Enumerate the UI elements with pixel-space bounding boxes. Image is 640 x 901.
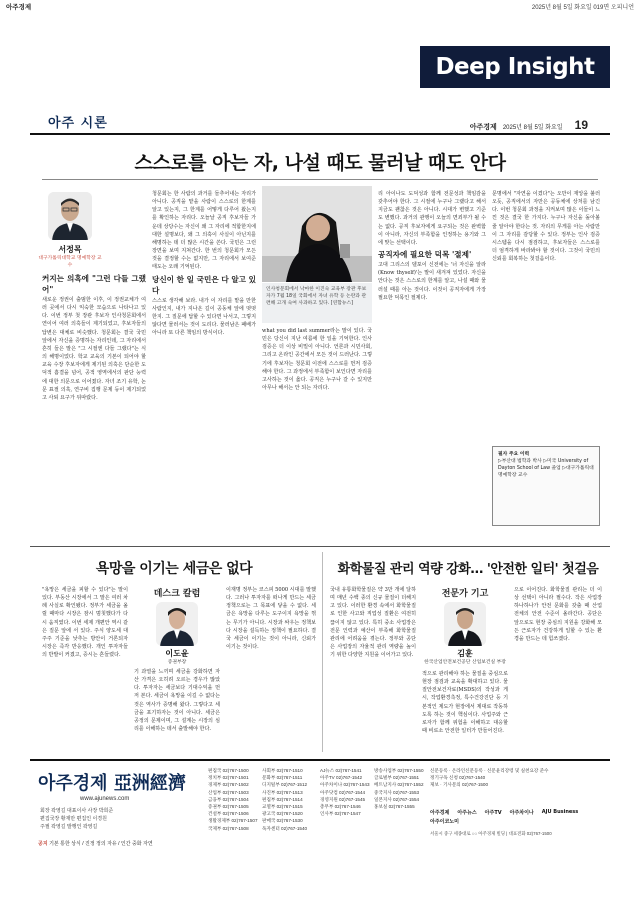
desk-author-title: 증권부장 [167, 660, 187, 665]
column-2-text-2: 스스로 생각해 보라. 내가 이 자리를 맡을 만한 사람인지, 내가 지나온 길이 공동체 앞에 떳떳한지. 그 질문에 답할 수 있다면 나서고, 그렇지 않다면 물러서는 것이 도리다. 물러남은 패배가 아니라 또 다른 책임의 방식이다. [152, 297, 256, 337]
bottom-left-col3-text: 이재명 정부는 코스피 5000 시대를 말했다. 그러나 투자자를 떠나게 만드는 세금 정책으로는 그 목표에 닿을 수 없다. 세금은 욕망을 다루는 도구이지 욕망을 꺾는 무기가 아니다. 시장과 싸우는 정책보다 시장을 설득하는 정책이 필요하다. 결국 세금이 이기는 것이 아니라, 신뢰가 이기는 것이다. [226, 587, 316, 651]
footer-staff [40, 807, 113, 831]
dept-entry: 아주닷컴 02)767-1544 [320, 789, 366, 795]
header-rule [30, 133, 610, 135]
footer [30, 759, 610, 856]
dept-entry: 디지털부 02)767-1512 [262, 782, 308, 788]
dept-entry: 금융부 02)767-1504 [208, 796, 249, 802]
desk-author-photo [156, 602, 198, 646]
footer-brands [430, 809, 606, 825]
newspaper-name: 아주경제 [469, 124, 497, 131]
dept-entry: 총무부 02)767-1546 [320, 804, 361, 810]
dept-entry: 경영지원 02)767-1545 [320, 796, 366, 802]
section-title: 아주 시론 [48, 116, 108, 131]
headline-rule [42, 179, 598, 180]
expert-author-title: 한국산업안전보건공단 산업보건실 부장 [424, 660, 506, 665]
expert-author-portrait-icon [444, 602, 486, 646]
staff-line: 편집국장 황재만 편집인 이경원 [40, 816, 107, 822]
dept-entry: 아주차이나 02)767-1543 [320, 782, 370, 788]
bottom-right-column-2 [422, 670, 508, 751]
bottom-left-column-1 [42, 586, 128, 751]
dept-table-3 [320, 767, 370, 817]
dept-entry: 경제부 02)767-1502 [208, 782, 249, 788]
top-article-column-3 [262, 327, 372, 537]
dept-entry: 홍보실 02)767-1555 [374, 804, 415, 810]
newspaper-page [30, 46, 610, 854]
profile-text: ▷부산대 법학과 박사 ▷미국 University of Dayton School of Law 졸업 ▷대구가톨릭대 명예학장 교수 [498, 459, 594, 478]
bottom-divider [322, 552, 323, 752]
dept-entry: 문화부 02)767-1511 [262, 775, 303, 781]
dept-entry: 글로벌부 02)767-1551 [374, 775, 420, 781]
dept-entry: 판매국 02)767-1530 [262, 818, 303, 824]
dept-entry: 광고국 02)767-1520 [262, 811, 303, 817]
dept-entry: 생활경제부 02)767-1507 [208, 818, 258, 824]
author-portrait-icon [48, 192, 92, 240]
brand-logo: 아주이코노미 [430, 819, 459, 825]
expert-column-label: 전문가 기고 [441, 589, 489, 599]
dept-entry: 일본지사 02)767-1554 [374, 796, 420, 802]
footer-logo: 아주경제 亞洲經濟 [38, 773, 186, 794]
news-photo-image [262, 186, 372, 282]
subhead-1: 커지는 의혹에 "그런 다들 그랬어" [42, 274, 146, 294]
top-strip-brand: 아주경제 [6, 3, 32, 11]
author-photo [48, 192, 92, 240]
bottom-left-column-2 [134, 668, 220, 751]
bottom-right-col3-text: 으로 이어진다. 화학물질 관리는 더 이상 선택이 아니라 필수다. 작은 사업장 하나하나가 안전 문화를 갖출 때 산업 전체의 안전 수준이 올라간다. 공단은 앞으로도 현장 중심의 지원을 강화해 모든 근로자가 건강하게 일할 수 있는 환경을 만드는 데 힘쓰겠다. [514, 587, 602, 642]
expert-author-name: 김훈 [457, 649, 473, 658]
bottom-left-headline: 욕망을 이기는 세금은 없다 [95, 561, 253, 577]
desk-author-byline [134, 648, 220, 666]
desk-author-portrait-icon [156, 602, 198, 646]
staff-line: 회장 곽영길 대표이사 사장 박희준 [40, 808, 114, 814]
author-byline [38, 244, 102, 269]
bottom-left-col1-text: "욕망은 세금을 피할 수 있다"는 말이 있다. 부동산 시장에서 그 말은 여러 차례 사실로 확인됐다. 정부가 세금을 올릴 때마다 시장은 잠시 멈칫했다가 다시 움직였다. 이번 세제 개편안 역시 같은 질문 앞에 서 있다. 주식 양도세 대주주 기준을 낮추는 방안이 거론되자 시장은 즉각 반응했다. 개인 투자자들의 반발이 커졌고, 증시는 흔들렸다. [42, 587, 128, 659]
author-name: 서정목 [58, 245, 82, 254]
deep-insight-badge: Deep Insight [420, 46, 610, 88]
dept-entry: 사진부 02)767-1513 [262, 789, 303, 795]
dept-entry: 편집부 02)767-1514 [262, 796, 303, 802]
brand-logo: AJU Business [541, 809, 579, 815]
info-line: 정기구독 신청 02)767-1540 [430, 775, 486, 781]
photo-caption: 인사청문회에서 낙마한 이진숙 교육부 장관 후보자가 7월 18일 국회에서 자녀 유학 등 논란과 관련해 고개 숙여 사과하고 있다. [연합뉴스] [262, 283, 372, 323]
bottom-right-headline: 화학물질 관리 역량 강화… '안전한 일터' 첫걸음 [337, 562, 599, 577]
brand-logo: 아주차이나 [509, 810, 534, 816]
top-strip [0, 0, 640, 12]
expert-author-photo [444, 602, 486, 646]
footer-notice [38, 840, 153, 847]
dept-entry: 국제부 02)767-1508 [208, 825, 249, 831]
brand-logo: 아주뉴스 [457, 810, 477, 816]
news-photo [262, 186, 372, 282]
footer-url[interactable]: www.ajunews.com [80, 796, 130, 802]
top-article-headline: 스스로를 아는 자, 나설 때도 물러날 때도 안다 [134, 152, 506, 174]
dept-entry: 정치부 02)767-1501 [208, 775, 249, 781]
top-article-column-5 [492, 190, 600, 430]
publication-info [470, 118, 588, 132]
top-article-column-2 [152, 190, 256, 537]
dept-entry: 독자센터 02)767-1540 [262, 825, 308, 831]
subhead-4: 공직자에 필요한 덕목 '절제' [378, 250, 472, 260]
expert-author-byline [422, 648, 508, 666]
bottom-right-column-3 [514, 586, 602, 751]
notice-text: 기본 통한 상식 / 진정 정의 자유 / 인간 중화 자연 [49, 841, 153, 847]
bottom-left-column-3 [226, 586, 316, 751]
column-4-text-2: 고대 그리스의 델포이 신전에는 '너 자신을 알라(Know thyself)'는 말이 새겨져 있었다. 자신을 안다는 것은 스스로의 한계를 알고, 나설 때와 물러설 때를 아는 것이다. 이것이 공직자에게 가장 필요한 덕목인 절제다. [378, 262, 486, 301]
subhead-2: 당신이 한 일 국민은 다 알고 있다 [152, 274, 256, 295]
dept-entry: 건설부 02)767-1506 [208, 811, 249, 817]
column-2-text: 청문회는 한 사람의 과거를 들추어내는 자리가 아니다. 공직을 맡을 사람이 스스로의 한계를 알고 있는지, 그 한계를 어떻게 다루어 왔는지를 확인하는 자리다. 오늘날 공직 후보자들 가운데 상당수는 자신이 왜 그 자리에 적합한지에 대한 설명보다, 왜 그 의혹이 사실이 아닌지를 해명하는 데 더 많은 시간을 쓴다. 국민은 그런 장면을 보며 지쳐간다. 한 번의 청문회가 모든 것을 결정할 수는 없지만, 그 자리에서 보여준 태도는 오래 기억된다. [152, 191, 256, 271]
column-1-text: 새로운 정권이 출범한 이후, 이 정권교체가 여러 곳에서 다시 익숙한 모습으로 나타나고 있다. 이번 정부 첫 장관 후보자 인사청문회에서 연이어 여러 의혹들이 제기되었고, 후보자들의 답변은 대체로 비슷했다. 청문회는 결국 국민 앞에서 자신을 증명하는 자리인데, 그 자리에서 흔히 들은 말은 "그 시절엔 다들 그랬다"는 식의 해명이었다. 학교 교육의 기본이 되어야 할 교육 수장 후보자에게 제기된 의혹은 단순한 도덕적 흠결을 넘어, 공적 영역에서의 판단 능력에 대한 의문으로 이어졌다. 자녀 조기 유학, 논문 표절 의혹, 연구비 집행 문제 등이 제기되었고 사퇴 요구가 뒤따랐다. [42, 297, 146, 401]
staff-line: 주필 곽영길 발행인 곽영길 [40, 824, 98, 830]
column-5-text: 문명에서 "자연을 이겼다"는 오만이 재앙을 불러오듯, 공직에서의 자만은 공동체에 상처를 남긴다. 이번 청문회 과정을 지켜보며 많은 이들이 느낀 것은 결국 한 가지다. 누구나 자신을 돌아볼 줄 알아야 한다는 것. 자리의 무게를 아는 사람만이 그 자리를 감당할 수 있다. 정부는 인사 검증 시스템을 다시 점검하고, 후보자들은 스스로를 더 엄격하게 바라봐야 할 것이다. 그것이 국민의 신뢰를 회복하는 첫걸음이다. [492, 191, 600, 263]
top-article-column-1 [42, 271, 146, 537]
footer-right-info [430, 767, 606, 789]
dept-entry: 아주TV 02)767-1542 [320, 775, 363, 781]
bottom-right-column-1 [330, 586, 416, 751]
brand-logo: 아주경제 [430, 810, 450, 816]
dept-entry: 편집국 02)767-1500 [208, 768, 249, 773]
info-line: 신문등록 · 온라인신문등록 · 신문윤리강령 및 실천요강 준수 [430, 768, 549, 773]
dept-table-4 [374, 767, 424, 810]
brand-logo: 아주TV [484, 810, 502, 816]
page-header [30, 46, 610, 136]
dept-entry: 인사부 02)767-1547 [320, 811, 361, 817]
profile-label: 필자 주요 이력 [498, 452, 530, 457]
publication-date: 2025년 8월 5일 화요일 [502, 125, 563, 131]
page-number: 19 [574, 118, 588, 132]
dept-entry: 사회부 02)767-1510 [262, 768, 303, 773]
footer-address: 서울시 중구 세종대로 ○○ 아주경제 빌딩 | 대표전화 02)767-1500 [430, 831, 552, 836]
mid-rule [30, 546, 610, 547]
dept-entry: 베트남지사 02)767-1552 [374, 782, 424, 788]
bottom-right-col2-text: 적으로 관리해야 하는 물질을 중심으로 현장 점검과 교육을 확대하고 있다. 물질안전보건자료(MSDS)의 작성과 게시, 작업환경측정, 특수건강진단 등 기본적인 제도가 현장에서 제대로 작동하도록 하는 것이 핵심이다. 사업주와 근로자가 함께 위험을 이해하고 대응할 때 비로소 안전한 일터가 만들어진다. [422, 671, 508, 735]
column-3-text: what you did last summer라는 말이 있다. 국민은 당신이 지난 여름에 한 일을 기억한다. 인사 검증은 더 이상 비밀이 아니다. 언론과 시민사회, 그리고 온라인 공간에서 모든 것이 드러난다. 그렇기에 후보자는 청문회 이전에 스스로를 먼저 검증해야 한다. 그 과정에서 부족함이 보인다면 자리를 고사하는 것이 옳다. 공직은 누구나 갈 수 있지만 아무나 해서는 안 되는 자리다. [262, 328, 372, 392]
author-title: 대구가톨릭대학교 명예학장 교수 [38, 256, 102, 268]
bottom-left-col2-text: 기 과열을 느끼며 세금을 강화하면 자산 가격은 오히려 오르는 경우가 많았다. 투자자는 세금보다 기대수익을 먼저 본다. 세금이 욕망을 이길 수 없다는 것은 역사가 증명해 왔다. 그렇다고 세금을 포기하자는 것이 아니다. 세금은 공정의 문제이며, 그 설계는 시장의 심리를 이해하는 데서 출발해야 한다. [134, 669, 220, 733]
desk-column-label: 데스크 칼럼 [153, 589, 201, 599]
info-line: 제보 · 기사문의 02)767-1500 [430, 782, 489, 788]
dept-entry: 교열부 02)767-1515 [262, 804, 303, 810]
bottom-right-col1-text: 국내 유통화학물질은 약 3만 개에 달하며 매년 수백 종의 신규 물질이 더해지고 있다. 이러한 환경 속에서 화학물질로 인한 사고와 직업성 질환은 여전히 끊이지 않고 있다. 특히 중소 사업장은 전문 인력과 예산이 부족해 화학물질 관리에 어려움을 겪는다. 정부와 공단은 사업장의 자율적 관리 역량을 높이기 위한 다양한 지원을 이어가고 있다. [330, 587, 416, 659]
top-strip-meta: 2025년 8월 5일 화요일 019면 오피니언 [531, 4, 634, 11]
notice-label: 공지 [38, 841, 48, 847]
author-profile-box [492, 446, 600, 526]
dept-entry: 방송사업부 02)767-1550 [374, 768, 424, 773]
dept-entry: AJ뉴스 02)767-1541 [320, 768, 362, 773]
top-article-column-4 [378, 190, 486, 537]
dept-entry: 증권부 02)767-1505 [208, 804, 249, 810]
column-4-text: 리 아이나도 도덕성과 함께 전문성과 책임감을 갖추어야 한다. 그 시절에 누구나 그랬다고 해서 지금도 괜찮은 것은 아니다. 시대가 변했고 기준도 변했다. 과거의 관행이 오늘의 면죄부가 될 수는 없다. 공직 후보자에게 요구되는 것은 완벽함이 아니라, 자신의 부족함을 인정하는 용기와 그에 맞는 선택이다. [378, 191, 486, 246]
desk-author-name: 이도윤 [165, 649, 189, 658]
dept-table-1 [208, 767, 258, 832]
dept-table-2 [262, 767, 307, 832]
dept-entry: 중국지사 02)767-1553 [374, 789, 420, 795]
dept-entry: 산업부 02)767-1503 [208, 789, 249, 795]
